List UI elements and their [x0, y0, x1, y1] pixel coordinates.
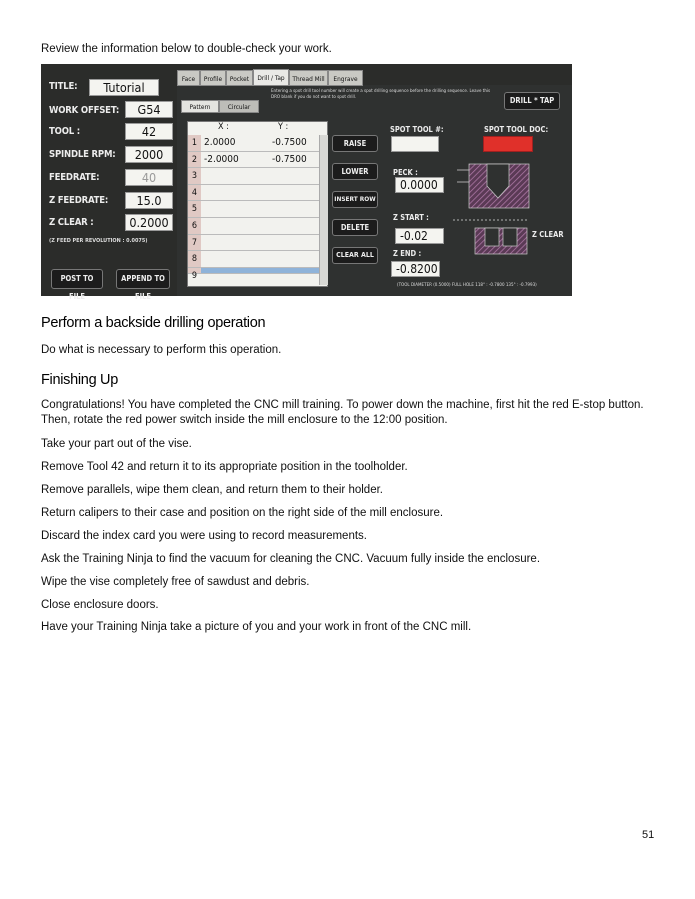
y-column-header: Y :	[278, 122, 289, 132]
table-row[interactable]	[188, 185, 327, 202]
tab-profile[interactable]: Profile	[200, 70, 226, 86]
peck-field[interactable]: 0.0000	[395, 177, 444, 193]
z-start-label: Z START :	[393, 213, 429, 222]
subtab-pattern[interactable]: Pattern	[181, 100, 219, 113]
delete-button[interactable]: DELETE	[332, 219, 378, 236]
spot-tool-label: SPOT TOOL #:	[390, 125, 444, 134]
spindle-rpm-field[interactable]: 2000	[125, 146, 173, 163]
spot-tool-field[interactable]	[391, 136, 439, 152]
table-row[interactable]	[188, 152, 327, 169]
z-feedrate-field[interactable]: 15.0	[125, 192, 173, 209]
intro-text: Review the information below to double-check your work.	[41, 43, 332, 55]
title-label: TITLE:	[49, 81, 78, 92]
drill-diagram	[449, 156, 531, 268]
row-number: 2	[188, 152, 201, 168]
row-number: 6	[188, 218, 201, 234]
z-clear-label: Z CLEAR :	[49, 217, 94, 228]
section-heading-backside-drilling: Perform a backside drilling operation	[41, 315, 266, 331]
append-to-file-button[interactable]: APPEND TO FILE	[116, 269, 170, 289]
lower-button[interactable]: LOWER	[332, 163, 378, 180]
spindle-rpm-label: SPINDLE RPM:	[49, 149, 116, 160]
table-scrollbar[interactable]	[319, 135, 328, 285]
z-feed-note: (Z FEED PER REVOLUTION : 0.0075)	[49, 238, 148, 244]
z-end-label: Z END :	[393, 249, 422, 258]
x-column-header: X :	[218, 122, 229, 132]
clear-all-button[interactable]: CLEAR ALL	[332, 247, 378, 264]
feedrate-label: FEEDRATE:	[49, 172, 100, 183]
table-row[interactable]	[188, 235, 327, 252]
section-paragraph: Do what is necessary to perform this operation.	[41, 344, 282, 356]
z-end-field[interactable]: -0.8200	[391, 261, 440, 277]
table-row[interactable]	[188, 168, 327, 185]
page-number: 51	[642, 829, 655, 841]
tool-diameter-note: (TOOL DIAMETER (0.5000) FULL HOLE 118° : -0.7800 135° : -0.7993)	[397, 283, 537, 288]
z-clear-diagram-label: Z CLEAR	[532, 230, 564, 239]
table-row[interactable]	[188, 268, 327, 281]
y-cell[interactable]: -0.7500	[272, 137, 307, 148]
spot-tool-doc-label: SPOT TOOL DOC:	[484, 125, 549, 134]
finishing-step: Remove parallels, wipe them clean, and return them to their holder.	[41, 484, 383, 496]
row-number: 8	[188, 251, 201, 267]
row-number: 9	[188, 268, 201, 273]
table-row[interactable]	[188, 218, 327, 235]
finishing-step: Close enclosure doors.	[41, 599, 159, 611]
z-feedrate-label: Z FEEDRATE:	[49, 195, 109, 206]
feedrate-field[interactable]: 40	[125, 169, 173, 186]
finishing-step: Ask the Training Ninja to find the vacuum for cleaning the CNC. Vacuum fully inside the enclosure.	[41, 553, 541, 565]
finishing-step: Remove Tool 42 and return it to its appropriate position in the toolholder.	[41, 461, 408, 473]
peck-label: PECK :	[393, 168, 418, 177]
z-clear-field[interactable]: 0.2000	[125, 214, 173, 231]
spot-drill-info: Entering a spot drill tool number will create a spot drilling sequence before the drilling sequence. Leave this DRO blank if you do not want to spot drill.	[271, 89, 491, 100]
subtab-circular[interactable]: Circular	[219, 100, 259, 113]
finishing-step: Return calipers to their case and position on the right side of the mill enclosure.	[41, 507, 444, 519]
x-cell[interactable]: -2.0000	[204, 153, 239, 165]
tab-drill-tap[interactable]: Drill / Tap	[253, 69, 289, 86]
finishing-step: Congratulations! You have completed the CNC mill training. To power down the machine, first hit the red E-stop button. Then, rotate the red power switch inside the mill enclosure to the 12:00 position.	[41, 399, 644, 426]
raise-button[interactable]: RAISE	[332, 135, 378, 152]
work-offset-field[interactable]: G54	[125, 101, 173, 118]
drill-tap-mode-button[interactable]: DRILL * TAP	[504, 92, 560, 110]
title-field[interactable]: Tutorial	[89, 79, 159, 96]
y-cell[interactable]: -0.7500	[272, 153, 307, 165]
tool-field[interactable]: 42	[125, 123, 173, 140]
tab-thread-mill[interactable]: Thread Mill	[289, 70, 328, 86]
row-number: 5	[188, 201, 201, 217]
x-cell[interactable]: 2.0000	[204, 137, 236, 148]
tool-label: TOOL :	[49, 126, 80, 137]
finishing-step: Discard the index card you were using to record measurements.	[41, 530, 367, 542]
finishing-step: Have your Training Ninja take a picture of you and your work in front of the CNC mill.	[41, 621, 472, 633]
insert-row-button[interactable]: INSERT ROW	[332, 191, 378, 208]
hole-pattern-table	[187, 121, 328, 287]
z-start-field[interactable]: -0.02	[395, 228, 444, 244]
row-number: 7	[188, 235, 201, 251]
row-number: 1	[188, 135, 201, 151]
spot-tool-doc-field[interactable]	[483, 136, 533, 152]
tab-pocket[interactable]: Pocket	[226, 70, 253, 86]
row-number: 4	[188, 185, 201, 201]
row-number: 3	[188, 168, 201, 184]
tab-engrave[interactable]: Engrave	[328, 70, 363, 86]
table-row[interactable]	[188, 135, 327, 152]
work-offset-label: WORK OFFSET:	[49, 105, 120, 116]
cnc-conversational-screenshot	[41, 64, 572, 301]
finishing-step: Take your part out of the vise.	[41, 438, 192, 450]
post-to-file-button[interactable]: POST TO FILE	[51, 269, 103, 289]
section-heading-finishing-up: Finishing Up	[41, 372, 118, 388]
finishing-step: Wipe the vise completely free of sawdust and debris.	[41, 576, 310, 588]
table-row[interactable]	[188, 251, 327, 268]
table-row[interactable]	[188, 201, 327, 218]
tab-face[interactable]: Face	[177, 70, 200, 86]
